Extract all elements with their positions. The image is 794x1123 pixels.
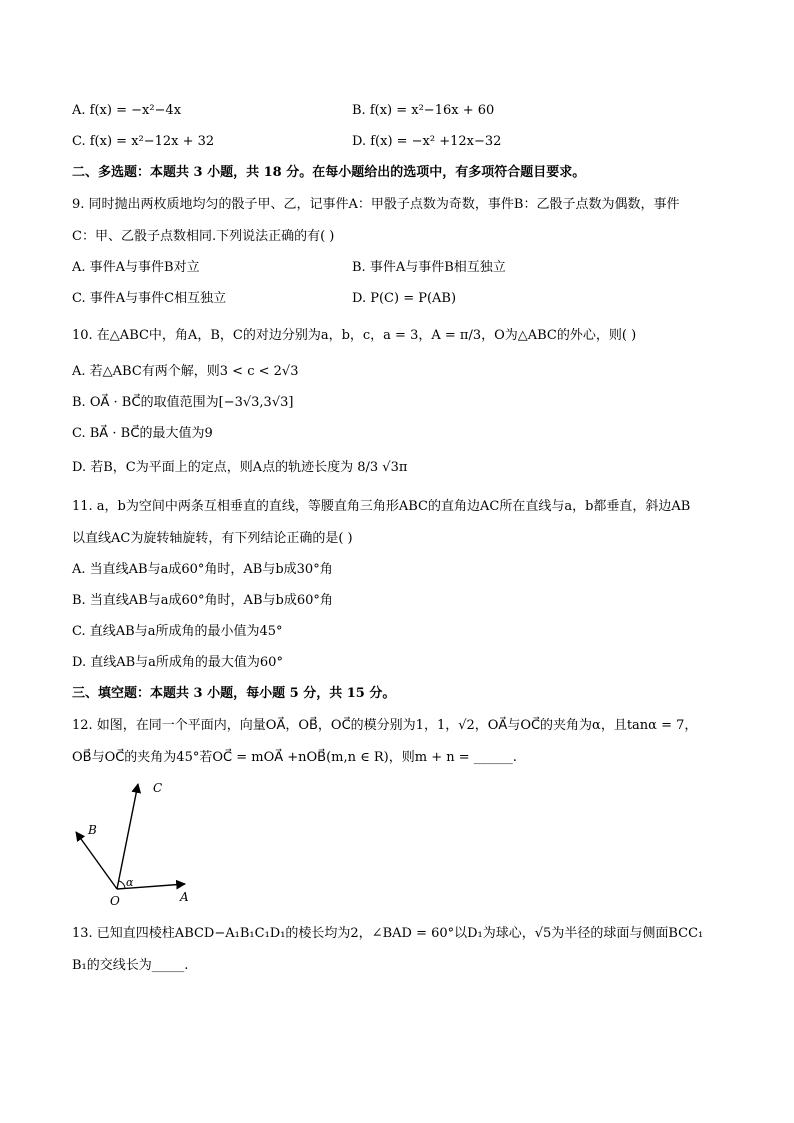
q11-option-b: B. 当直线AB与a成60°角时，AB与b成60°角 <box>72 593 333 608</box>
q10-option-a: A. 若△ABC有两个解，则3 < c < 2√3 <box>72 364 299 379</box>
q8-option-d: D. f(x) = −x² +12x−32 <box>352 134 502 149</box>
vector-oc <box>117 784 138 889</box>
q9-stem-line2: C：甲、乙骰子点数相同.下列说法正确的有( ) <box>72 229 335 244</box>
q10-option-d: D. 若B，C为平面上的定点，则A点的轨迹长度为 8/3 √3π <box>72 460 408 475</box>
q8-option-b: B. f(x) = x²−16x + 60 <box>352 103 495 118</box>
q8-option-a: A. f(x) = −x²−4x <box>72 103 182 118</box>
q8-option-c: C. f(x) = x²−12x + 32 <box>72 134 215 149</box>
section-heading-multiple-choice: 二、多选题：本题共 3 小题，共 18 分。在每小题给出的选项中，有多项符合题目要求。 <box>72 165 586 180</box>
label-alpha: α <box>126 876 134 889</box>
section-heading-fill-in: 三、填空题：本题共 3 小题，每小题 5 分，共 15 分。 <box>72 686 396 701</box>
q10-stem: 10. 在△ABC中，角A，B，C的对边分别为a，b，c，a = 3，A = π/3，O为△ABC的外心，则( ) <box>72 328 637 343</box>
label-b: B <box>88 823 97 837</box>
q9-option-c: C. 事件A与事件C相互独立 <box>72 291 227 306</box>
q11-option-c: C. 直线AB与a所成角的最小值为45° <box>72 624 283 639</box>
q11-stem-line1: 11. a，b为空间中两条互相垂直的直线，等腰直角三角形ABC的直角边AC所在直线与a，b都垂直，斜边AB <box>72 499 691 514</box>
q12-stem-line1: 12. 如图，在同一个平面内，向量OA⃗，OB⃗，OC⃗的模分别为1，1，√2，OA⃗与OC⃗的夹角为α，且tanα = 7， <box>72 718 698 733</box>
q11-option-d: D. 直线AB与a所成角的最大值为60° <box>72 655 283 670</box>
label-a: A <box>180 890 189 904</box>
q9-option-d: D. P(C) = P(AB) <box>352 291 457 306</box>
q9-option-a: A. 事件A与事件B对立 <box>72 260 200 275</box>
q9-stem-line1: 9. 同时抛出两枚质地均匀的骰子甲、乙，记事件A：甲骰子点数为奇数，事件B：乙骰子点数为偶数，事件 <box>72 197 680 212</box>
angle-alpha-arc <box>119 881 125 888</box>
q9-option-b: B. 事件A与事件B相互独立 <box>352 260 506 275</box>
vector-ob <box>76 832 117 889</box>
label-o: O <box>110 894 120 908</box>
q10-option-c: C. BA⃗ · BC⃗的最大值为9 <box>72 426 213 441</box>
q11-option-a: A. 当直线AB与a成60°角时，AB与b成30°角 <box>72 562 333 577</box>
vector-diagram <box>60 772 210 912</box>
q11-stem-line2: 以直线AC为旋转轴旋转，有下列结论正确的是( ) <box>72 531 353 546</box>
q10-option-b: B. OA⃗ · BC⃗的取值范围为[−3√3,3√3] <box>72 395 294 410</box>
q13-stem-line2: B₁的交线长为_____. <box>72 958 189 973</box>
label-c: C <box>153 781 163 795</box>
q13-stem-line1: 13. 已知直四棱柱ABCD−A₁B₁C₁D₁的棱长均为2，∠BAD = 60°以D₁为球心，√5为半径的球面与侧面BCC₁ <box>72 926 704 941</box>
q12-stem-line2: OB⃗与OC⃗的夹角为45°若OC⃗ = mOA⃗ +nOB⃗(m,n ∈ R)，则m + n = ______. <box>72 750 517 765</box>
